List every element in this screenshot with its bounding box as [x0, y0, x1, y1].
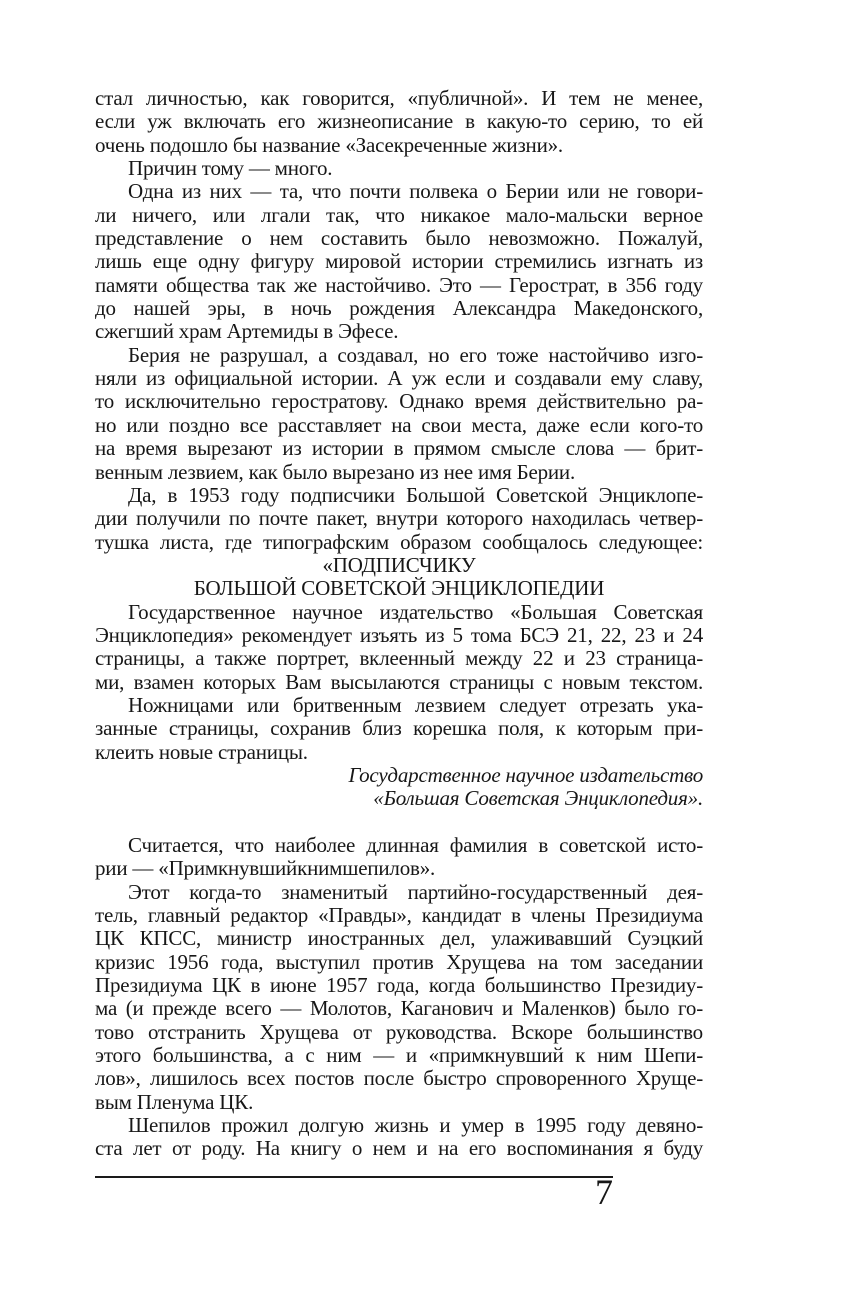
text-line: ли ничего, или лгали так, что никакое мало-мальски верное [95, 202, 703, 227]
text-line: дии получили по почте пакет, внутри которого находилась четвер- [95, 506, 703, 531]
blank-line [95, 811, 703, 834]
text-line: Причин тому — много. [128, 156, 333, 181]
text-line: ма (и прежде всего — Молотов, Каганович и Маленков) было го- [95, 996, 703, 1021]
text-line: Ножницами или бритвенным лезвием следует отрезать ука- [128, 692, 703, 717]
text-line: то исключительно геростратову. Однако время действительно ра- [95, 389, 703, 414]
text-line: памяти общества так же настойчиво. Это — Герострат, в 356 году [95, 272, 703, 297]
text-column [95, 87, 703, 1161]
text-line: Считается, что наиболее длинная фамилия в советской исто- [128, 833, 703, 857]
text-line: представление о нем составить было невозможно. Пожалуй, [95, 226, 703, 251]
text-line: Одна из них — та, что почти полвека о Берии или не говори- [128, 179, 703, 204]
text-line: ста лет от роду. На книгу о нем и на его воспоминания я буду [95, 1136, 703, 1161]
text-line: занные страницы, сохранив близ корешка поля, к которым при- [95, 716, 703, 741]
text-line: ми, взамен которых Вам высылаются страницы с новым текстом. [95, 669, 703, 694]
text-line: Государственное научное издательство «Большая Советская [128, 599, 703, 624]
text-line: страницы, а также портрет, вклеенный между 22 и 23 страница- [95, 646, 703, 671]
text-line: тель, главный редактор «Правды», кандидат в члены Президиума [95, 903, 703, 928]
text-line: ЦК КПСС, министр иностранных дел, улаживавший Суэцкий [95, 926, 703, 951]
text-line: стал личностью, как говорится, «публичной». И тем не менее, [95, 86, 703, 110]
text-line: но или поздно все расставляет на свои места, даже если кого-то [95, 412, 703, 437]
letter-heading-line: БОЛЬШОЙ СОВЕТСКОЙ ЭНЦИКЛОПЕДИИ [193, 576, 605, 601]
text-line: Энциклопедия» рекомендует изъять из 5 тома БСЭ 21, 22, 23 и 24 [95, 622, 703, 647]
text-line: до нашей эры, в ночь рождения Александра Македонского, [95, 296, 703, 321]
text-line: Шепилов прожил долгую жизнь и умер в 1995 году девяно- [128, 1113, 703, 1138]
text-line: Президиума ЦК в июне 1957 года, когда большинство Президиу- [95, 973, 703, 998]
text-line: тово отстранить Хрущева от руководства. Вскоре большинство [95, 1019, 703, 1044]
text-line: Берия не разрушал, а создавал, но его тоже настойчиво изго- [128, 342, 703, 367]
text-line: клеить новые страницы. [95, 739, 308, 764]
text-line: Да, в 1953 году подписчики Большой Советской Энциклопе- [128, 482, 703, 507]
text-line: на время вырезают из истории в прямом смысле слова — брит- [95, 436, 703, 461]
text-line: няли из официальной истории. А уж если и создавали ему славу, [95, 366, 703, 391]
text-line: тушка листа, где типографским образом сообщалось следующее: [95, 529, 703, 554]
letter-heading-line: «ПОДПИСЧИКУ [322, 552, 476, 577]
text-line: рии — «Примкнувшийкнимшепилов». [95, 856, 436, 881]
text-line: Этот когда-то знаменитый партийно-государственный дея- [128, 879, 703, 904]
page-number: 7 [595, 1172, 613, 1212]
text-line: кризис 1956 года, выступил против Хрущева на том заседании [95, 949, 703, 974]
text-line: если уж включать его жизнеописание в какую-то серию, то ей [95, 109, 703, 134]
text-line: лишь еще одну фигуру мировой истории стремились изгнать из [95, 249, 703, 274]
text-line: лов», лишилось всех постов после быстро спроворенного Хруще- [95, 1066, 703, 1091]
text-line: этого большинства, а с ним — и «примкнувший к ним Шепи- [95, 1043, 703, 1068]
text-line: венным лезвием, как было вырезано из нее имя Берии. [95, 459, 575, 484]
letter-signature-line: Государственное научное издательство [348, 762, 703, 787]
letter-signature-line: «Большая Советская Энциклопедия». [373, 786, 703, 811]
text-line: сжегший храм Артемиды в Эфесе. [95, 319, 399, 344]
text-line: очень подошло бы название «Засекреченные жизни». [95, 132, 563, 157]
text-line: вым Пленума ЦК. [95, 1089, 254, 1114]
